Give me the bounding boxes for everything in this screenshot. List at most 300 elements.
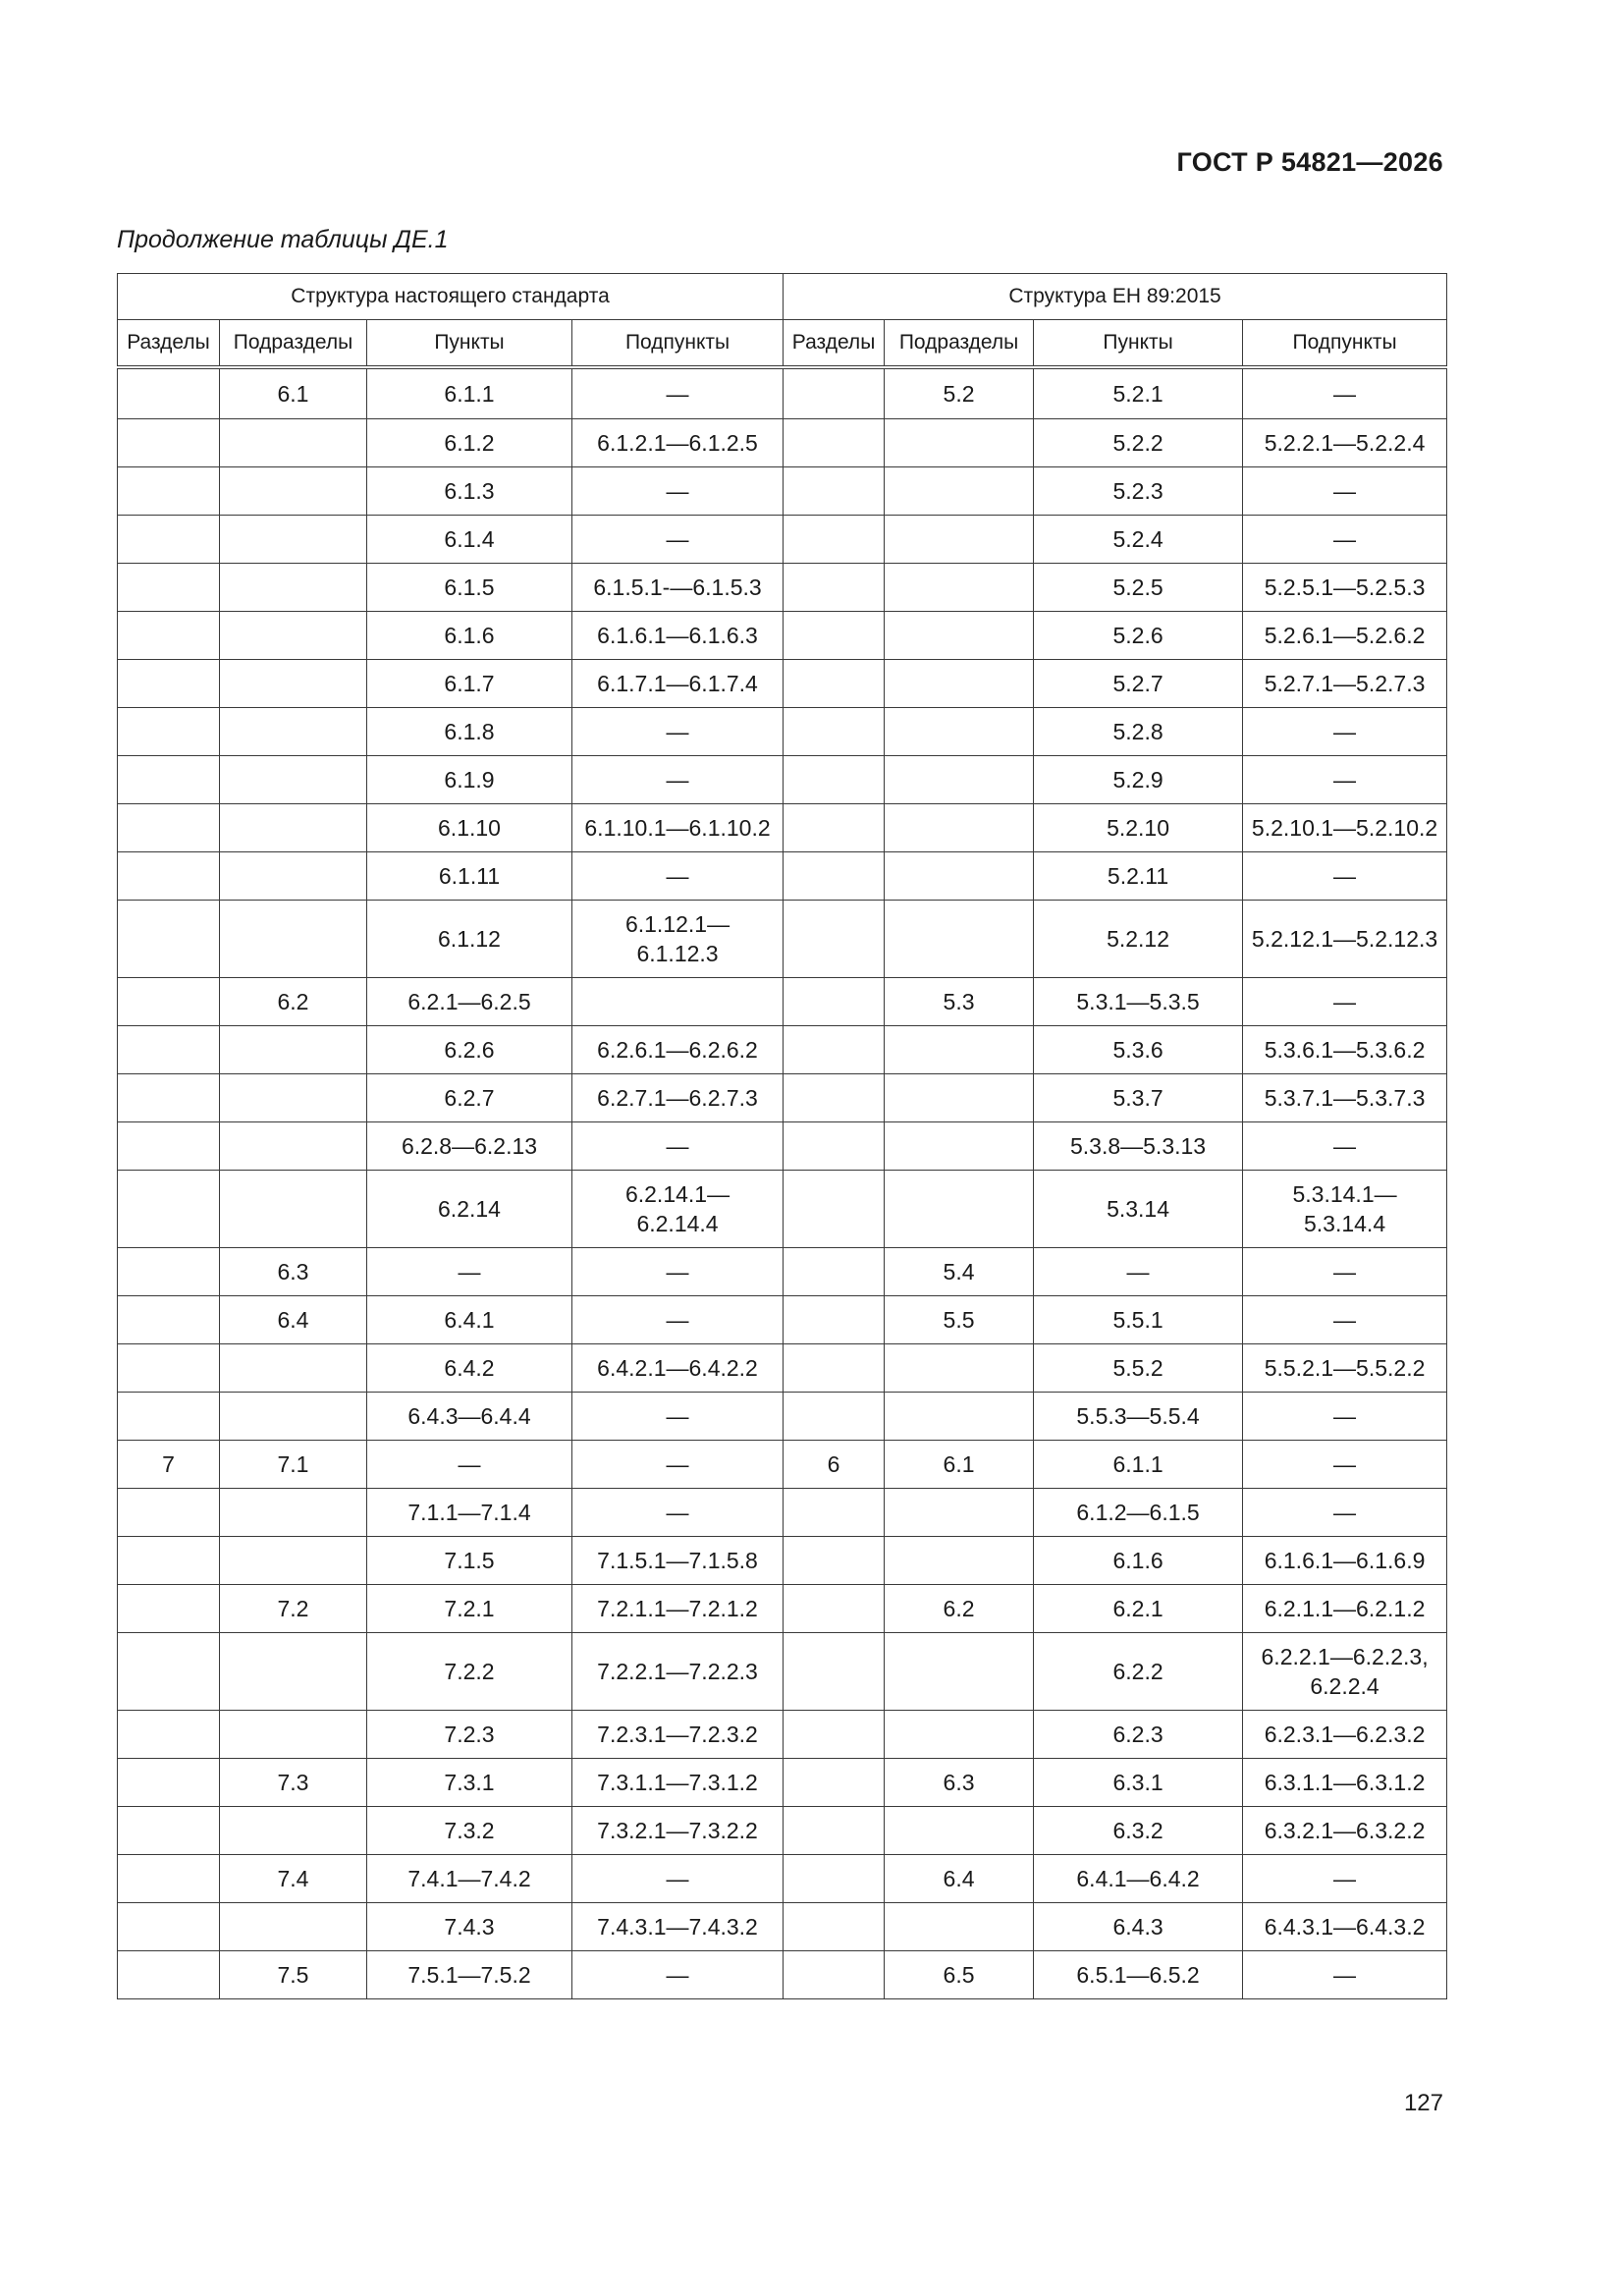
table-cell: 5.2.1 [1034,367,1243,419]
table-cell: 6.1.10 [367,804,572,852]
table-cell [885,564,1034,612]
column-header: Пункты [367,320,572,368]
table-cell [784,901,885,978]
table-cell [118,1633,220,1711]
table-cell: 5.2.11 [1034,852,1243,901]
table-row [118,1489,1447,1537]
table-row [118,419,1447,467]
table-cell: — [1243,516,1447,564]
table-cell [118,804,220,852]
table-cell: — [1243,1296,1447,1344]
table-cell: — [572,852,784,901]
table-cell: — [1243,1951,1447,1999]
table-cell [118,901,220,978]
table-cell: — [1243,1855,1447,1903]
table-cell: 5.2.2 [1034,419,1243,467]
table-cell [885,756,1034,804]
table-row [118,1903,1447,1951]
table-cell: 6.2.6 [367,1026,572,1074]
table-cell: 5.3 [885,978,1034,1026]
table-cell: 5.3.7 [1034,1074,1243,1122]
table-cell: — [1243,1393,1447,1441]
table-cell [885,419,1034,467]
table-cell [885,1633,1034,1711]
table-cell: 5.2.4 [1034,516,1243,564]
table-cell [118,1122,220,1171]
table-cell: — [1243,1441,1447,1489]
table-cell [220,901,367,978]
table-row [118,1711,1447,1759]
table-cell: 6.2 [885,1585,1034,1633]
table-row [118,660,1447,708]
table-row [118,1855,1447,1903]
table-cell: 7.3.1.1—7.3.1.2 [572,1759,784,1807]
table-cell: 7.4.3.1—7.4.3.2 [572,1903,784,1951]
table-cell [118,1489,220,1537]
table-cell: 6.4.2 [367,1344,572,1393]
table-cell: 6.3 [220,1248,367,1296]
table-row [118,467,1447,516]
table-cell [220,564,367,612]
table-cell [118,1393,220,1441]
table-cell [220,1711,367,1759]
table-cell [118,467,220,516]
column-header: Подпункты [1243,320,1447,368]
table-cell [118,1171,220,1248]
table-cell: — [1034,1248,1243,1296]
table-cell: 5.3.7.1—5.3.7.3 [1243,1074,1447,1122]
table-row [118,1026,1447,1074]
table-cell: — [572,367,784,419]
table-cell: 6 [784,1441,885,1489]
table-cell: 7.1 [220,1441,367,1489]
correspondence-table [117,273,1447,1999]
table-cell [784,1296,885,1344]
table-row [118,1393,1447,1441]
column-header: Подразделы [220,320,367,368]
table-cell: 5.2.10 [1034,804,1243,852]
table-cell [784,1489,885,1537]
table-cell: 5.5.1 [1034,1296,1243,1344]
table-cell [885,1903,1034,1951]
column-header: Подпункты [572,320,784,368]
table-row [118,516,1447,564]
table-cell [220,612,367,660]
table-cell [118,1296,220,1344]
table-cell: 5.3.6 [1034,1026,1243,1074]
column-header: Подразделы [885,320,1034,368]
table-row [118,1248,1447,1296]
table-cell [220,1122,367,1171]
table-cell: 6.1.12.1— 6.1.12.3 [572,901,784,978]
table-cell: 6.2.14.1— 6.2.14.4 [572,1171,784,1248]
table-cell: — [572,467,784,516]
table-cell: 6.5 [885,1951,1034,1999]
table-cell: 5.2.7 [1034,660,1243,708]
table-cell: 6.2.1 [1034,1585,1243,1633]
table-cell [220,1807,367,1855]
table-cell: 7.1.5 [367,1537,572,1585]
table-cell [118,1855,220,1903]
table-cell [220,708,367,756]
table-cell [885,467,1034,516]
table-cell [784,978,885,1026]
table-cell [220,1537,367,1585]
table-cell: 6.1.1 [367,367,572,419]
table-cell [885,660,1034,708]
table-cell: — [572,1122,784,1171]
table-cell [784,1122,885,1171]
table-cell [118,1711,220,1759]
table-cell: 6.1.8 [367,708,572,756]
table-cell: 5.2.10.1—5.2.10.2 [1243,804,1447,852]
table-row [118,756,1447,804]
table-cell: 6.2.2 [1034,1633,1243,1711]
table-cell [885,1807,1034,1855]
table-cell [220,1344,367,1393]
table-cell [118,612,220,660]
table-cell: 6.3 [885,1759,1034,1807]
table-cell: 5.2 [885,367,1034,419]
table-cell: 6.1.11 [367,852,572,901]
table-cell: 7.2.3 [367,1711,572,1759]
table-cell [572,978,784,1026]
table-cell: 7.3.2.1—7.3.2.2 [572,1807,784,1855]
table-cell: 7.3.1 [367,1759,572,1807]
table-cell [885,1122,1034,1171]
table-cell [220,1074,367,1122]
table-cell: — [1243,756,1447,804]
table-cell [784,1074,885,1122]
table-cell [784,1759,885,1807]
table-cell [118,978,220,1026]
table-cell: 6.2.8—6.2.13 [367,1122,572,1171]
table-cell [784,660,885,708]
table-cell [885,1537,1034,1585]
table-cell: 7.4 [220,1855,367,1903]
table-cell [220,419,367,467]
table-row [118,978,1447,1026]
table-cell: 5.3.1—5.3.5 [1034,978,1243,1026]
table-cell [220,660,367,708]
table-cell [118,1585,220,1633]
table-cell: 5.2.2.1—5.2.2.4 [1243,419,1447,467]
table-cell [220,1026,367,1074]
table-cell: 5.3.8—5.3.13 [1034,1122,1243,1171]
table-cell [784,1585,885,1633]
table-cell: 7.2.3.1—7.2.3.2 [572,1711,784,1759]
table-cell: 6.3.1 [1034,1759,1243,1807]
table-cell [118,1903,220,1951]
table-cell: — [367,1441,572,1489]
table-cell: — [572,1393,784,1441]
table-cell: 6.2.14 [367,1171,572,1248]
table-cell: — [1243,367,1447,419]
table-cell [118,419,220,467]
table-cell [784,1711,885,1759]
table-cell: 6.2.7.1—6.2.7.3 [572,1074,784,1122]
table-cell: 6.3.1.1—6.3.1.2 [1243,1759,1447,1807]
table-cell [784,1026,885,1074]
table-cell: — [572,708,784,756]
table-cell: — [572,1855,784,1903]
table-row [118,901,1447,978]
table-cell: 6.4.2.1—6.4.2.2 [572,1344,784,1393]
table-cell [118,1537,220,1585]
table-cell: 7.5 [220,1951,367,1999]
table-cell: 6.5.1—6.5.2 [1034,1951,1243,1999]
table-cell: 6.1.6.1—6.1.6.9 [1243,1537,1447,1585]
table-cell: 6.1.5.1-—6.1.5.3 [572,564,784,612]
table-cell: 7.1.5.1—7.1.5.8 [572,1537,784,1585]
table-cell: 6.2.1—6.2.5 [367,978,572,1026]
table-cell: 6.2.3 [1034,1711,1243,1759]
table-cell [220,804,367,852]
table-cell: 6.4.3.1—6.4.3.2 [1243,1903,1447,1951]
table-cell: 6.2.2.1—6.2.2.3, 6.2.2.4 [1243,1633,1447,1711]
table-cell: 6.1.7 [367,660,572,708]
table-cell: — [572,756,784,804]
table-cell: 5.5.2.1—5.5.2.2 [1243,1344,1447,1393]
table-row [118,612,1447,660]
table-cell [118,852,220,901]
table-cell [885,1074,1034,1122]
table-cell: — [572,1441,784,1489]
table-cell: 5.2.6.1—5.2.6.2 [1243,612,1447,660]
table-cell: 5.2.12 [1034,901,1243,978]
table-row [118,804,1447,852]
table-cell [784,708,885,756]
table-cell: 6.1.2—6.1.5 [1034,1489,1243,1537]
table-cell: 5.5 [885,1296,1034,1344]
table-cell: — [572,1951,784,1999]
table-cell [118,1759,220,1807]
table-cell: — [572,516,784,564]
table-cell: 6.3.2 [1034,1807,1243,1855]
table-cell: 7.5.1—7.5.2 [367,1951,572,1999]
table-cell [220,1903,367,1951]
table-cell: 6.3.2.1—6.3.2.2 [1243,1807,1447,1855]
table-cell [784,516,885,564]
table-cell: 7 [118,1441,220,1489]
table-cell [784,1633,885,1711]
table-row [118,1296,1447,1344]
table-cell: 6.2.7 [367,1074,572,1122]
table-row [118,367,1447,419]
table-cell [220,852,367,901]
table-row [118,1171,1447,1248]
table-cell: — [1243,1248,1447,1296]
table-cell [885,612,1034,660]
table-cell: 6.4.3 [1034,1903,1243,1951]
table-cell [784,1807,885,1855]
table-row [118,1807,1447,1855]
table-cell [118,1026,220,1074]
table-cell: 6.4.3—6.4.4 [367,1393,572,1441]
table-cell [220,516,367,564]
table-cell [784,612,885,660]
page-number: 127 [1403,2090,1443,2116]
table-cell: 6.4.1 [367,1296,572,1344]
table-cell [885,852,1034,901]
table-cell [784,367,885,419]
table-row [118,1537,1447,1585]
table-cell: 7.4.3 [367,1903,572,1951]
table-cell [118,660,220,708]
table-cell: 5.3.6.1—5.3.6.2 [1243,1026,1447,1074]
table-cell: 7.2 [220,1585,367,1633]
table-cell: 7.2.1 [367,1585,572,1633]
table-cell [784,1537,885,1585]
group-header-left: Структура настоящего стандарта [118,274,784,320]
table-cell: 6.1 [885,1441,1034,1489]
table-cell [885,1489,1034,1537]
table-cell [784,1951,885,1999]
table-cell [885,516,1034,564]
table-cell [118,564,220,612]
table-cell [118,1344,220,1393]
table-cell: 6.1.6 [1034,1537,1243,1585]
table-cell: 6.1.1 [1034,1441,1243,1489]
table-cell: 5.2.7.1—5.2.7.3 [1243,660,1447,708]
table-cell [885,1171,1034,1248]
table-cell: — [572,1296,784,1344]
table-cell [118,708,220,756]
table-cell: 6.1.4 [367,516,572,564]
table-cell: — [1243,708,1447,756]
table-cell [885,1344,1034,1393]
table-cell: — [1243,978,1447,1026]
table-cell: — [1243,852,1447,901]
table-cell: — [367,1248,572,1296]
table-cell [784,852,885,901]
table-cell [220,1489,367,1537]
column-header: Разделы [784,320,885,368]
table-cell [220,1171,367,1248]
table-cell [885,1026,1034,1074]
table-cell [885,1711,1034,1759]
table-cell [784,564,885,612]
table-cell [784,1171,885,1248]
table-cell: — [1243,1489,1447,1537]
table-row [118,564,1447,612]
table-cell [118,367,220,419]
table-cell [220,1393,367,1441]
table-cell [885,804,1034,852]
table-row [118,1344,1447,1393]
table-cell: 7.3.2 [367,1807,572,1855]
table-row [118,1122,1447,1171]
table-cell [118,1807,220,1855]
table-cell: 6.4 [885,1855,1034,1903]
group-header-right: Структура ЕН 89:2015 [784,274,1447,320]
table-cell: 6.1.3 [367,467,572,516]
table-cell [885,708,1034,756]
table-cell: — [1243,467,1447,516]
table-row [118,1759,1447,1807]
table-cell [118,1951,220,1999]
table-cell: 5.2.6 [1034,612,1243,660]
table-cell: 5.2.5.1—5.2.5.3 [1243,564,1447,612]
table-row [118,1441,1447,1489]
table-cell [885,1393,1034,1441]
table-cell: 7.4.1—7.4.2 [367,1855,572,1903]
table-cell: — [572,1489,784,1537]
table-cell: 5.2.3 [1034,467,1243,516]
table-cell: 6.1.12 [367,901,572,978]
table-cell [784,419,885,467]
table-cell: 6.1.2.1—6.1.2.5 [572,419,784,467]
column-header: Разделы [118,320,220,368]
table-cell: 6.2 [220,978,367,1026]
table-cell: 7.1.1—7.1.4 [367,1489,572,1537]
column-header: Пункты [1034,320,1243,368]
table-cell [118,1074,220,1122]
table-cell [784,756,885,804]
table-cell: 5.4 [885,1248,1034,1296]
table-cell: 7.2.2.1—7.2.2.3 [572,1633,784,1711]
table-row [118,708,1447,756]
table-row [118,1951,1447,1999]
table-cell: 6.1.6 [367,612,572,660]
table-cell [885,901,1034,978]
table-cell [784,1344,885,1393]
table-cell [220,756,367,804]
table-cell: 5.2.9 [1034,756,1243,804]
table-cell [220,1633,367,1711]
table-cell: 6.1.9 [367,756,572,804]
table-caption: Продолжение таблицы ДЕ.1 [117,226,449,253]
table-cell: 5.3.14.1— 5.3.14.4 [1243,1171,1447,1248]
table-cell: 6.4 [220,1296,367,1344]
document-id: ГОСТ Р 54821—2026 [1176,147,1443,177]
table-cell: 6.1.6.1—6.1.6.3 [572,612,784,660]
table-cell: 5.5.2 [1034,1344,1243,1393]
table-cell: 7.2.2 [367,1633,572,1711]
table-cell: 6.4.1—6.4.2 [1034,1855,1243,1903]
table-body [118,367,1447,1999]
table-cell: 6.1.2 [367,419,572,467]
table-cell [784,1393,885,1441]
table-cell: — [572,1248,784,1296]
table-cell: 5.3.14 [1034,1171,1243,1248]
table-cell: 6.1.10.1—6.1.10.2 [572,804,784,852]
table-cell: 6.2.6.1—6.2.6.2 [572,1026,784,1074]
table-cell [784,1855,885,1903]
table-cell: 5.2.8 [1034,708,1243,756]
table-cell [118,516,220,564]
table-row [118,852,1447,901]
table-row [118,1585,1447,1633]
table-cell: 5.2.5 [1034,564,1243,612]
table-cell: 6.2.1.1—6.2.1.2 [1243,1585,1447,1633]
table-cell [784,804,885,852]
table-cell [784,467,885,516]
table-cell: 6.2.3.1—6.2.3.2 [1243,1711,1447,1759]
table-cell [784,1903,885,1951]
table-cell: 7.3 [220,1759,367,1807]
table-cell: 5.2.12.1—5.2.12.3 [1243,901,1447,978]
table-cell: 6.1 [220,367,367,419]
table-cell [784,1248,885,1296]
table-row [118,1074,1447,1122]
table-cell [220,467,367,516]
table-cell: 6.1.5 [367,564,572,612]
table-row [118,1633,1447,1711]
table-cell: 7.2.1.1—7.2.1.2 [572,1585,784,1633]
table-cell [118,756,220,804]
table-cell: 5.5.3—5.5.4 [1034,1393,1243,1441]
